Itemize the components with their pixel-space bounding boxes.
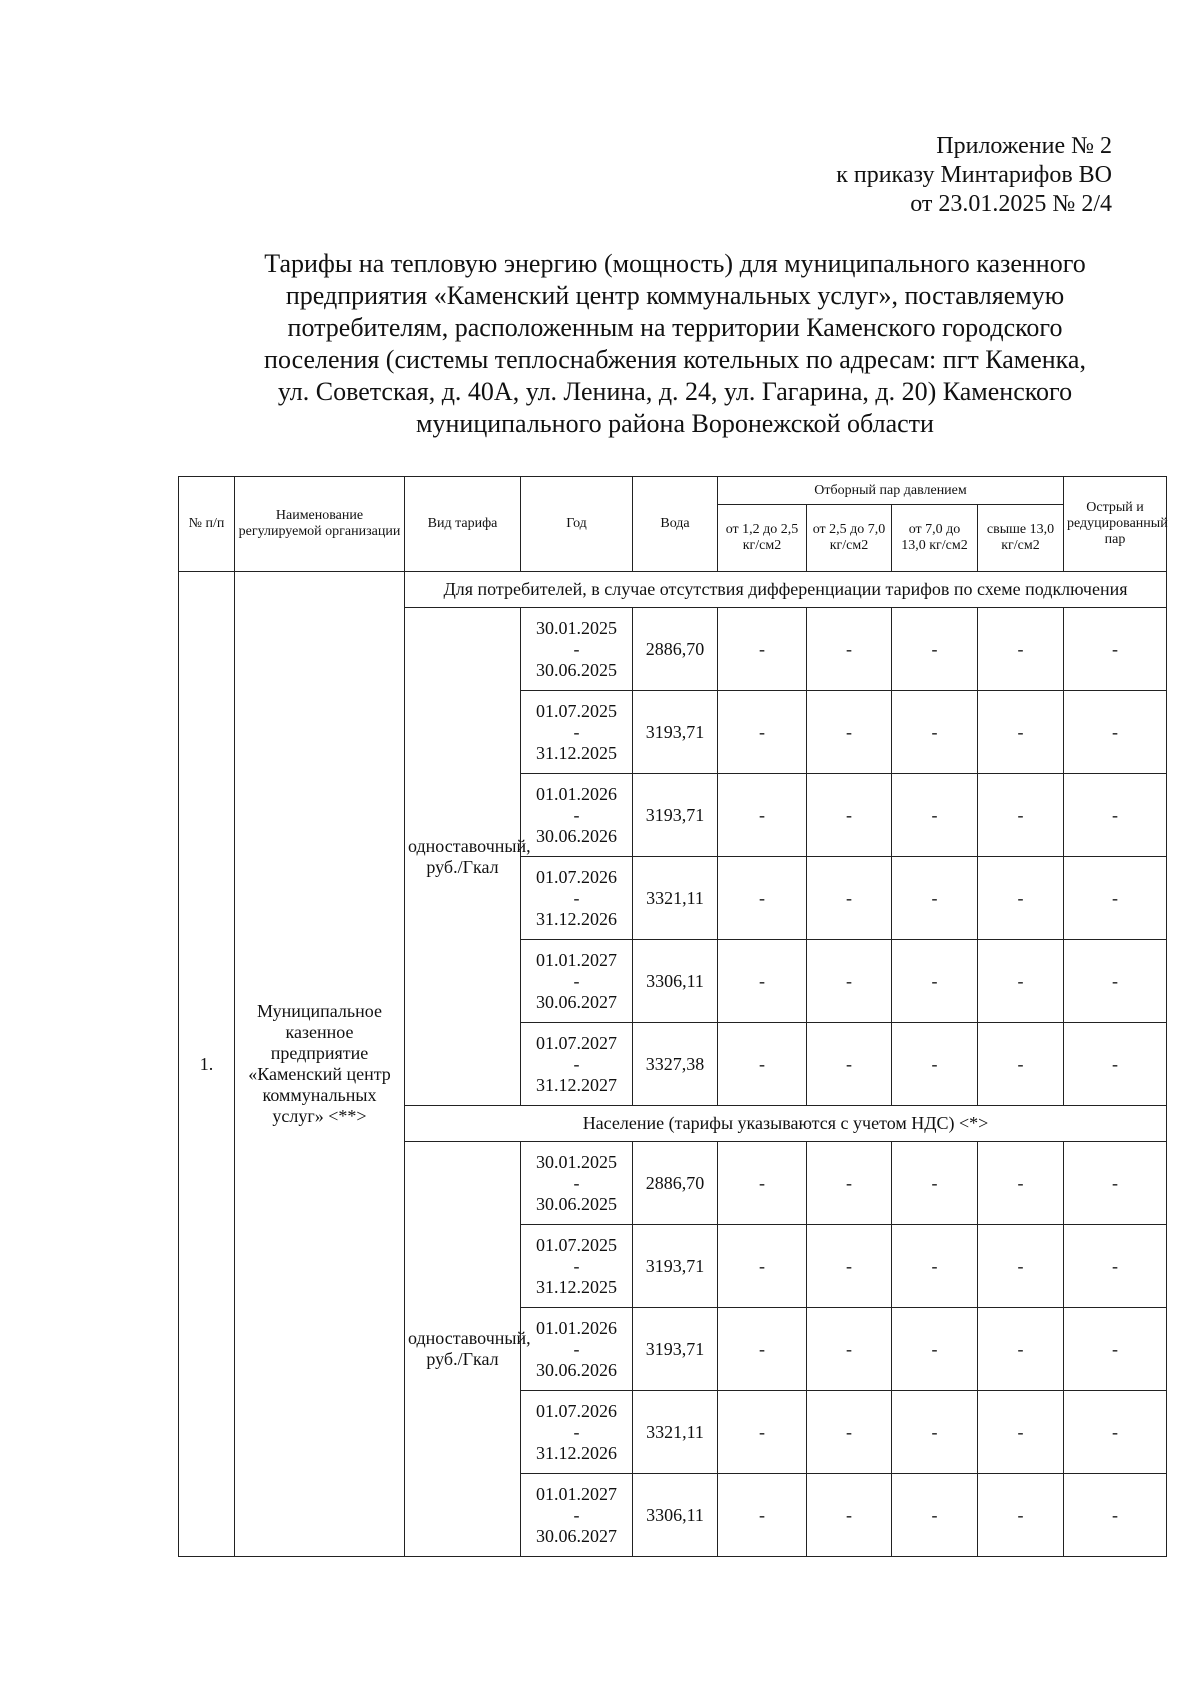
period-sep: - <box>573 638 580 659</box>
empty-tariff-cell: - <box>1064 608 1167 691</box>
period-cell <box>521 691 633 774</box>
tariff-type: одноставочный, руб./Гкал <box>405 1142 521 1557</box>
period-from: 01.07.2027 <box>536 1032 617 1053</box>
title-line: предприятия «Каменский центр коммунальных услуг», поставляемую <box>285 281 1065 310</box>
empty-tariff-cell: - <box>1064 1142 1167 1225</box>
header-org: Наименование регулируемой организации <box>235 477 405 572</box>
empty-tariff-cell: - <box>892 940 978 1023</box>
period-cell <box>521 608 633 691</box>
water-tariff-value: 3321,11 <box>633 857 718 940</box>
header-type: Вид тарифа <box>405 477 521 572</box>
empty-tariff-cell: - <box>1064 1391 1167 1474</box>
order-reference: к приказу Минтарифов ВО <box>836 162 1112 188</box>
section-label: Для потребителей, в случае отсутствия дифференциации тарифов по схеме подключения <box>405 572 1167 608</box>
empty-tariff-cell: - <box>892 1308 978 1391</box>
empty-tariff-cell: - <box>1064 1225 1167 1308</box>
period-sep: - <box>573 1504 580 1525</box>
period-sep: - <box>573 1053 580 1074</box>
period-to: 30.06.2025 <box>536 659 617 680</box>
period-to: 31.12.2026 <box>536 908 617 929</box>
period-from: 01.01.2026 <box>536 1317 617 1338</box>
period-to: 30.06.2027 <box>536 991 617 1012</box>
empty-tariff-cell: - <box>1064 1023 1167 1106</box>
title-line: потребителям, расположенным на территории Каменского городского <box>287 313 1063 342</box>
period-from: 01.01.2027 <box>536 949 617 970</box>
empty-tariff-cell: - <box>718 857 807 940</box>
empty-tariff-cell: - <box>718 1308 807 1391</box>
period-sep: - <box>573 1338 580 1359</box>
empty-tariff-cell: - <box>892 774 978 857</box>
empty-tariff-cell: - <box>978 1474 1064 1557</box>
empty-tariff-cell: - <box>807 857 892 940</box>
period-sep: - <box>573 1172 580 1193</box>
empty-tariff-cell: - <box>978 774 1064 857</box>
tariff-type: одноставочный, руб./Гкал <box>405 608 521 1106</box>
empty-tariff-cell: - <box>978 1023 1064 1106</box>
empty-tariff-cell: - <box>892 1225 978 1308</box>
section-label: Население (тарифы указываются с учетом НДС) <*> <box>405 1106 1167 1142</box>
period-to: 31.12.2026 <box>536 1442 617 1463</box>
empty-tariff-cell: - <box>892 1391 978 1474</box>
period-to: 31.12.2027 <box>536 1074 617 1095</box>
period-from: 01.07.2026 <box>536 1400 617 1421</box>
header-num: № п/п <box>179 477 235 572</box>
empty-tariff-cell: - <box>1064 940 1167 1023</box>
water-tariff-value: 3306,11 <box>633 1474 718 1557</box>
title-line: муниципального района Воронежской области <box>416 409 934 438</box>
empty-tariff-cell: - <box>978 1391 1064 1474</box>
water-tariff-value: 3193,71 <box>633 774 718 857</box>
period-from: 01.07.2025 <box>536 700 617 721</box>
empty-tariff-cell: - <box>718 774 807 857</box>
empty-tariff-cell: - <box>718 608 807 691</box>
empty-tariff-cell: - <box>718 1023 807 1106</box>
empty-tariff-cell: - <box>978 691 1064 774</box>
section-row <box>179 572 1167 608</box>
empty-tariff-cell: - <box>807 774 892 857</box>
period-to: 30.06.2026 <box>536 825 617 846</box>
period-from: 30.01.2025 <box>536 617 617 638</box>
title-line: поселения (системы теплоснабжения котельных по адресам: пгт Каменка, <box>264 345 1086 374</box>
appendix-header <box>836 132 1112 219</box>
empty-tariff-cell: - <box>718 1225 807 1308</box>
header-pressure-2: от 2,5 до 7,0 кг/см2 <box>807 505 892 572</box>
period-cell <box>521 774 633 857</box>
water-tariff-value: 3321,11 <box>633 1391 718 1474</box>
water-tariff-value: 2886,70 <box>633 608 718 691</box>
period-from: 01.01.2027 <box>536 1483 617 1504</box>
empty-tariff-cell: - <box>807 1391 892 1474</box>
empty-tariff-cell: - <box>807 1308 892 1391</box>
empty-tariff-cell: - <box>978 1308 1064 1391</box>
empty-tariff-cell: - <box>718 691 807 774</box>
empty-tariff-cell: - <box>1064 691 1167 774</box>
organization-name: Муниципальное казенное предприятие «Каменский центр коммунальных услуг» <**> <box>235 572 405 1557</box>
header-pressure-3: от 7,0 до 13,0 кг/см2 <box>892 505 978 572</box>
empty-tariff-cell: - <box>718 940 807 1023</box>
period-sep: - <box>573 721 580 742</box>
tariff-table <box>178 476 1167 1557</box>
period-from: 01.07.2026 <box>536 866 617 887</box>
empty-tariff-cell: - <box>978 940 1064 1023</box>
empty-tariff-cell: - <box>1064 857 1167 940</box>
header-year: Год <box>521 477 633 572</box>
empty-tariff-cell: - <box>1064 774 1167 857</box>
empty-tariff-cell: - <box>807 1142 892 1225</box>
period-cell <box>521 940 633 1023</box>
header-pressure-1: от 1,2 до 2,5 кг/см2 <box>718 505 807 572</box>
period-to: 31.12.2025 <box>536 1276 617 1297</box>
empty-tariff-cell: - <box>892 691 978 774</box>
period-to: 31.12.2025 <box>536 742 617 763</box>
period-from: 01.07.2025 <box>536 1234 617 1255</box>
period-sep: - <box>573 887 580 908</box>
empty-tariff-cell: - <box>892 1474 978 1557</box>
empty-tariff-cell: - <box>807 691 892 774</box>
period-sep: - <box>573 1421 580 1442</box>
empty-tariff-cell: - <box>978 857 1064 940</box>
period-cell <box>521 1023 633 1106</box>
period-to: 30.06.2027 <box>536 1525 617 1546</box>
empty-tariff-cell: - <box>807 608 892 691</box>
period-cell <box>521 1308 633 1391</box>
empty-tariff-cell: - <box>892 857 978 940</box>
empty-tariff-cell: - <box>807 1023 892 1106</box>
empty-tariff-cell: - <box>718 1142 807 1225</box>
empty-tariff-cell: - <box>1064 1308 1167 1391</box>
empty-tariff-cell: - <box>718 1474 807 1557</box>
period-to: 30.06.2026 <box>536 1359 617 1380</box>
header-sharp-steam: Острый и редуцированный пар <box>1064 477 1167 572</box>
document-title <box>195 248 1155 440</box>
period-cell <box>521 1142 633 1225</box>
empty-tariff-cell: - <box>892 1023 978 1106</box>
period-cell <box>521 1225 633 1308</box>
water-tariff-value: 3193,71 <box>633 1225 718 1308</box>
period-sep: - <box>573 804 580 825</box>
empty-tariff-cell: - <box>892 1142 978 1225</box>
order-date: от 23.01.2025 № 2/4 <box>910 191 1112 217</box>
empty-tariff-cell: - <box>1064 1474 1167 1557</box>
period-cell <box>521 1391 633 1474</box>
period-from: 01.01.2026 <box>536 783 617 804</box>
empty-tariff-cell: - <box>978 1225 1064 1308</box>
row-number: 1. <box>179 572 235 1557</box>
title-line: ул. Советская, д. 40А, ул. Ленина, д. 24, ул. Гагарина, д. 20) Каменского <box>277 377 1073 406</box>
period-cell <box>521 857 633 940</box>
water-tariff-value: 2886,70 <box>633 1142 718 1225</box>
period-from: 30.01.2025 <box>536 1151 617 1172</box>
header-pressure-4: свыше 13,0 кг/см2 <box>978 505 1064 572</box>
empty-tariff-cell: - <box>807 1225 892 1308</box>
empty-tariff-cell: - <box>807 940 892 1023</box>
empty-tariff-cell: - <box>807 1474 892 1557</box>
empty-tariff-cell: - <box>718 1391 807 1474</box>
empty-tariff-cell: - <box>978 608 1064 691</box>
title-line: Тарифы на тепловую энергию (мощность) для муниципального казенного <box>264 249 1086 278</box>
water-tariff-value: 3327,38 <box>633 1023 718 1106</box>
empty-tariff-cell: - <box>892 608 978 691</box>
water-tariff-value: 3193,71 <box>633 691 718 774</box>
water-tariff-value: 3306,11 <box>633 940 718 1023</box>
appendix-number: Приложение № 2 <box>936 133 1112 159</box>
period-to: 30.06.2025 <box>536 1193 617 1214</box>
water-tariff-value: 3193,71 <box>633 1308 718 1391</box>
header-water: Вода <box>633 477 718 572</box>
period-sep: - <box>573 970 580 991</box>
period-cell <box>521 1474 633 1557</box>
empty-tariff-cell: - <box>978 1142 1064 1225</box>
period-sep: - <box>573 1255 580 1276</box>
header-steam-group: Отборный пар давлением <box>718 477 1064 505</box>
